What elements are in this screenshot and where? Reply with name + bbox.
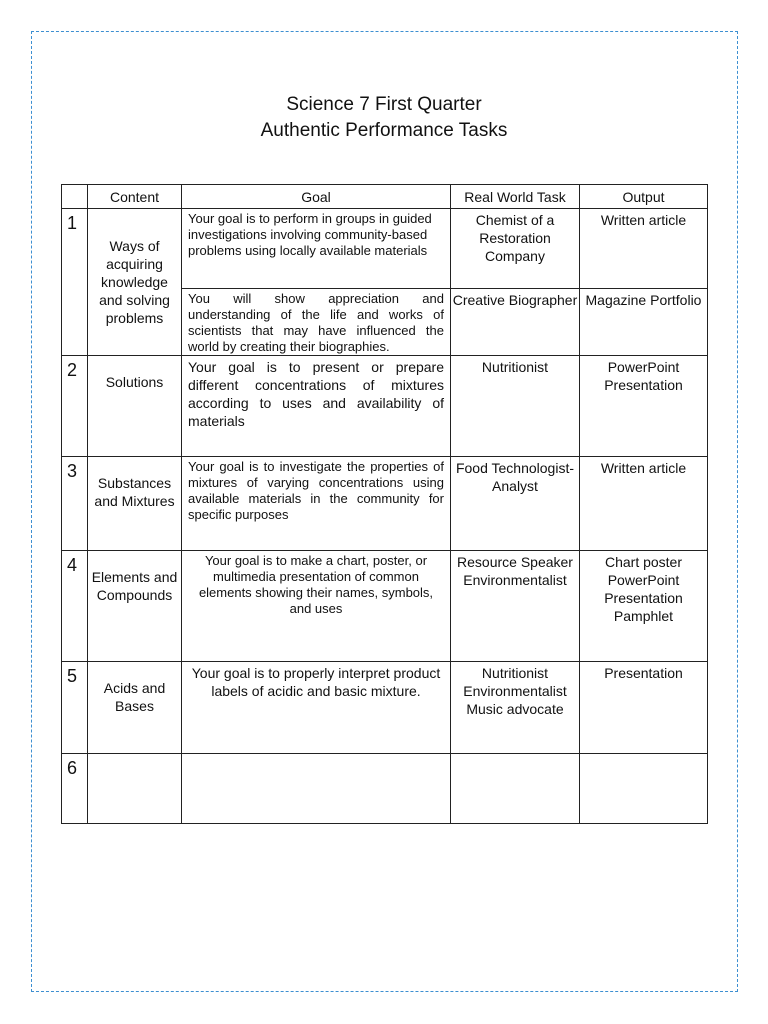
row-real-world-task: Nutritionist Environmentalist Music advocate — [451, 662, 580, 754]
header-number — [62, 185, 88, 209]
row-real-world-task: Chemist of a Restoration Company — [451, 209, 580, 289]
row-output: Magazine Portfolio — [580, 289, 708, 356]
row-content — [88, 754, 182, 824]
row-content: Elements and Compounds — [88, 551, 182, 662]
row-goal: You will show appreciation and understanding of the life and works of scientists that may have influenced the world by creating their biographies. — [182, 289, 451, 356]
table-row — [62, 551, 708, 662]
row-real-world-task: Food Technologist-Analyst — [451, 457, 580, 551]
row-output: Written article — [580, 209, 708, 289]
row-output: Written article — [580, 457, 708, 551]
row-goal: Your goal is to perform in groups in guided investigations involving community-based problems using locally available materials — [182, 209, 451, 289]
row-number: 3 — [62, 457, 88, 551]
row-output: Chart poster PowerPoint Presentation Pamphlet — [580, 551, 708, 662]
row-goal — [182, 754, 451, 824]
header-goal: Goal — [182, 185, 451, 209]
row-number: 6 — [62, 754, 88, 824]
row-goal: Your goal is to make a chart, poster, or multimedia presentation of common elements showing their names, symbols, and uses — [182, 551, 451, 662]
row-goal: Your goal is to investigate the properties of mixtures of varying concentrations using available materials in the community for specific purposes — [182, 457, 451, 551]
row-number: 5 — [62, 662, 88, 754]
row-number: 2 — [62, 356, 88, 457]
title-line-2: Authentic Performance Tasks — [260, 120, 508, 141]
performance-tasks-table — [61, 184, 708, 824]
table-row — [62, 754, 708, 824]
title-line-1: Science 7 First Quarter — [286, 94, 482, 115]
table-row — [62, 356, 708, 457]
row-real-world-task: Nutritionist — [451, 356, 580, 457]
header-output: Output — [580, 185, 708, 209]
row-content: Substances and Mixtures — [88, 457, 182, 551]
row-content: Ways of acquiring knowledge and solving problems — [88, 209, 182, 356]
row-real-world-task — [451, 754, 580, 824]
row-number: 1 — [62, 209, 88, 356]
row-number: 4 — [62, 551, 88, 662]
row-output — [580, 754, 708, 824]
row-real-world-task: Resource Speaker Environmentalist — [451, 551, 580, 662]
row-content: Acids and Bases — [88, 662, 182, 754]
row-goal: Your goal is to present or prepare different concentrations of mixtures according to uses and availability of materials — [182, 356, 451, 457]
table-header-row — [62, 185, 708, 209]
table-row — [62, 209, 708, 289]
row-goal: Your goal is to properly interpret product labels of acidic and basic mixture. — [182, 662, 451, 754]
document-title — [0, 92, 768, 144]
header-real-world-task: Real World Task — [451, 185, 580, 209]
row-output: Presentation — [580, 662, 708, 754]
table-row — [62, 457, 708, 551]
row-output: PowerPoint Presentation — [580, 356, 708, 457]
row-real-world-task: Creative Biographer — [451, 289, 580, 356]
row-content: Solutions — [88, 356, 182, 457]
table-row — [62, 662, 708, 754]
header-content: Content — [88, 185, 182, 209]
